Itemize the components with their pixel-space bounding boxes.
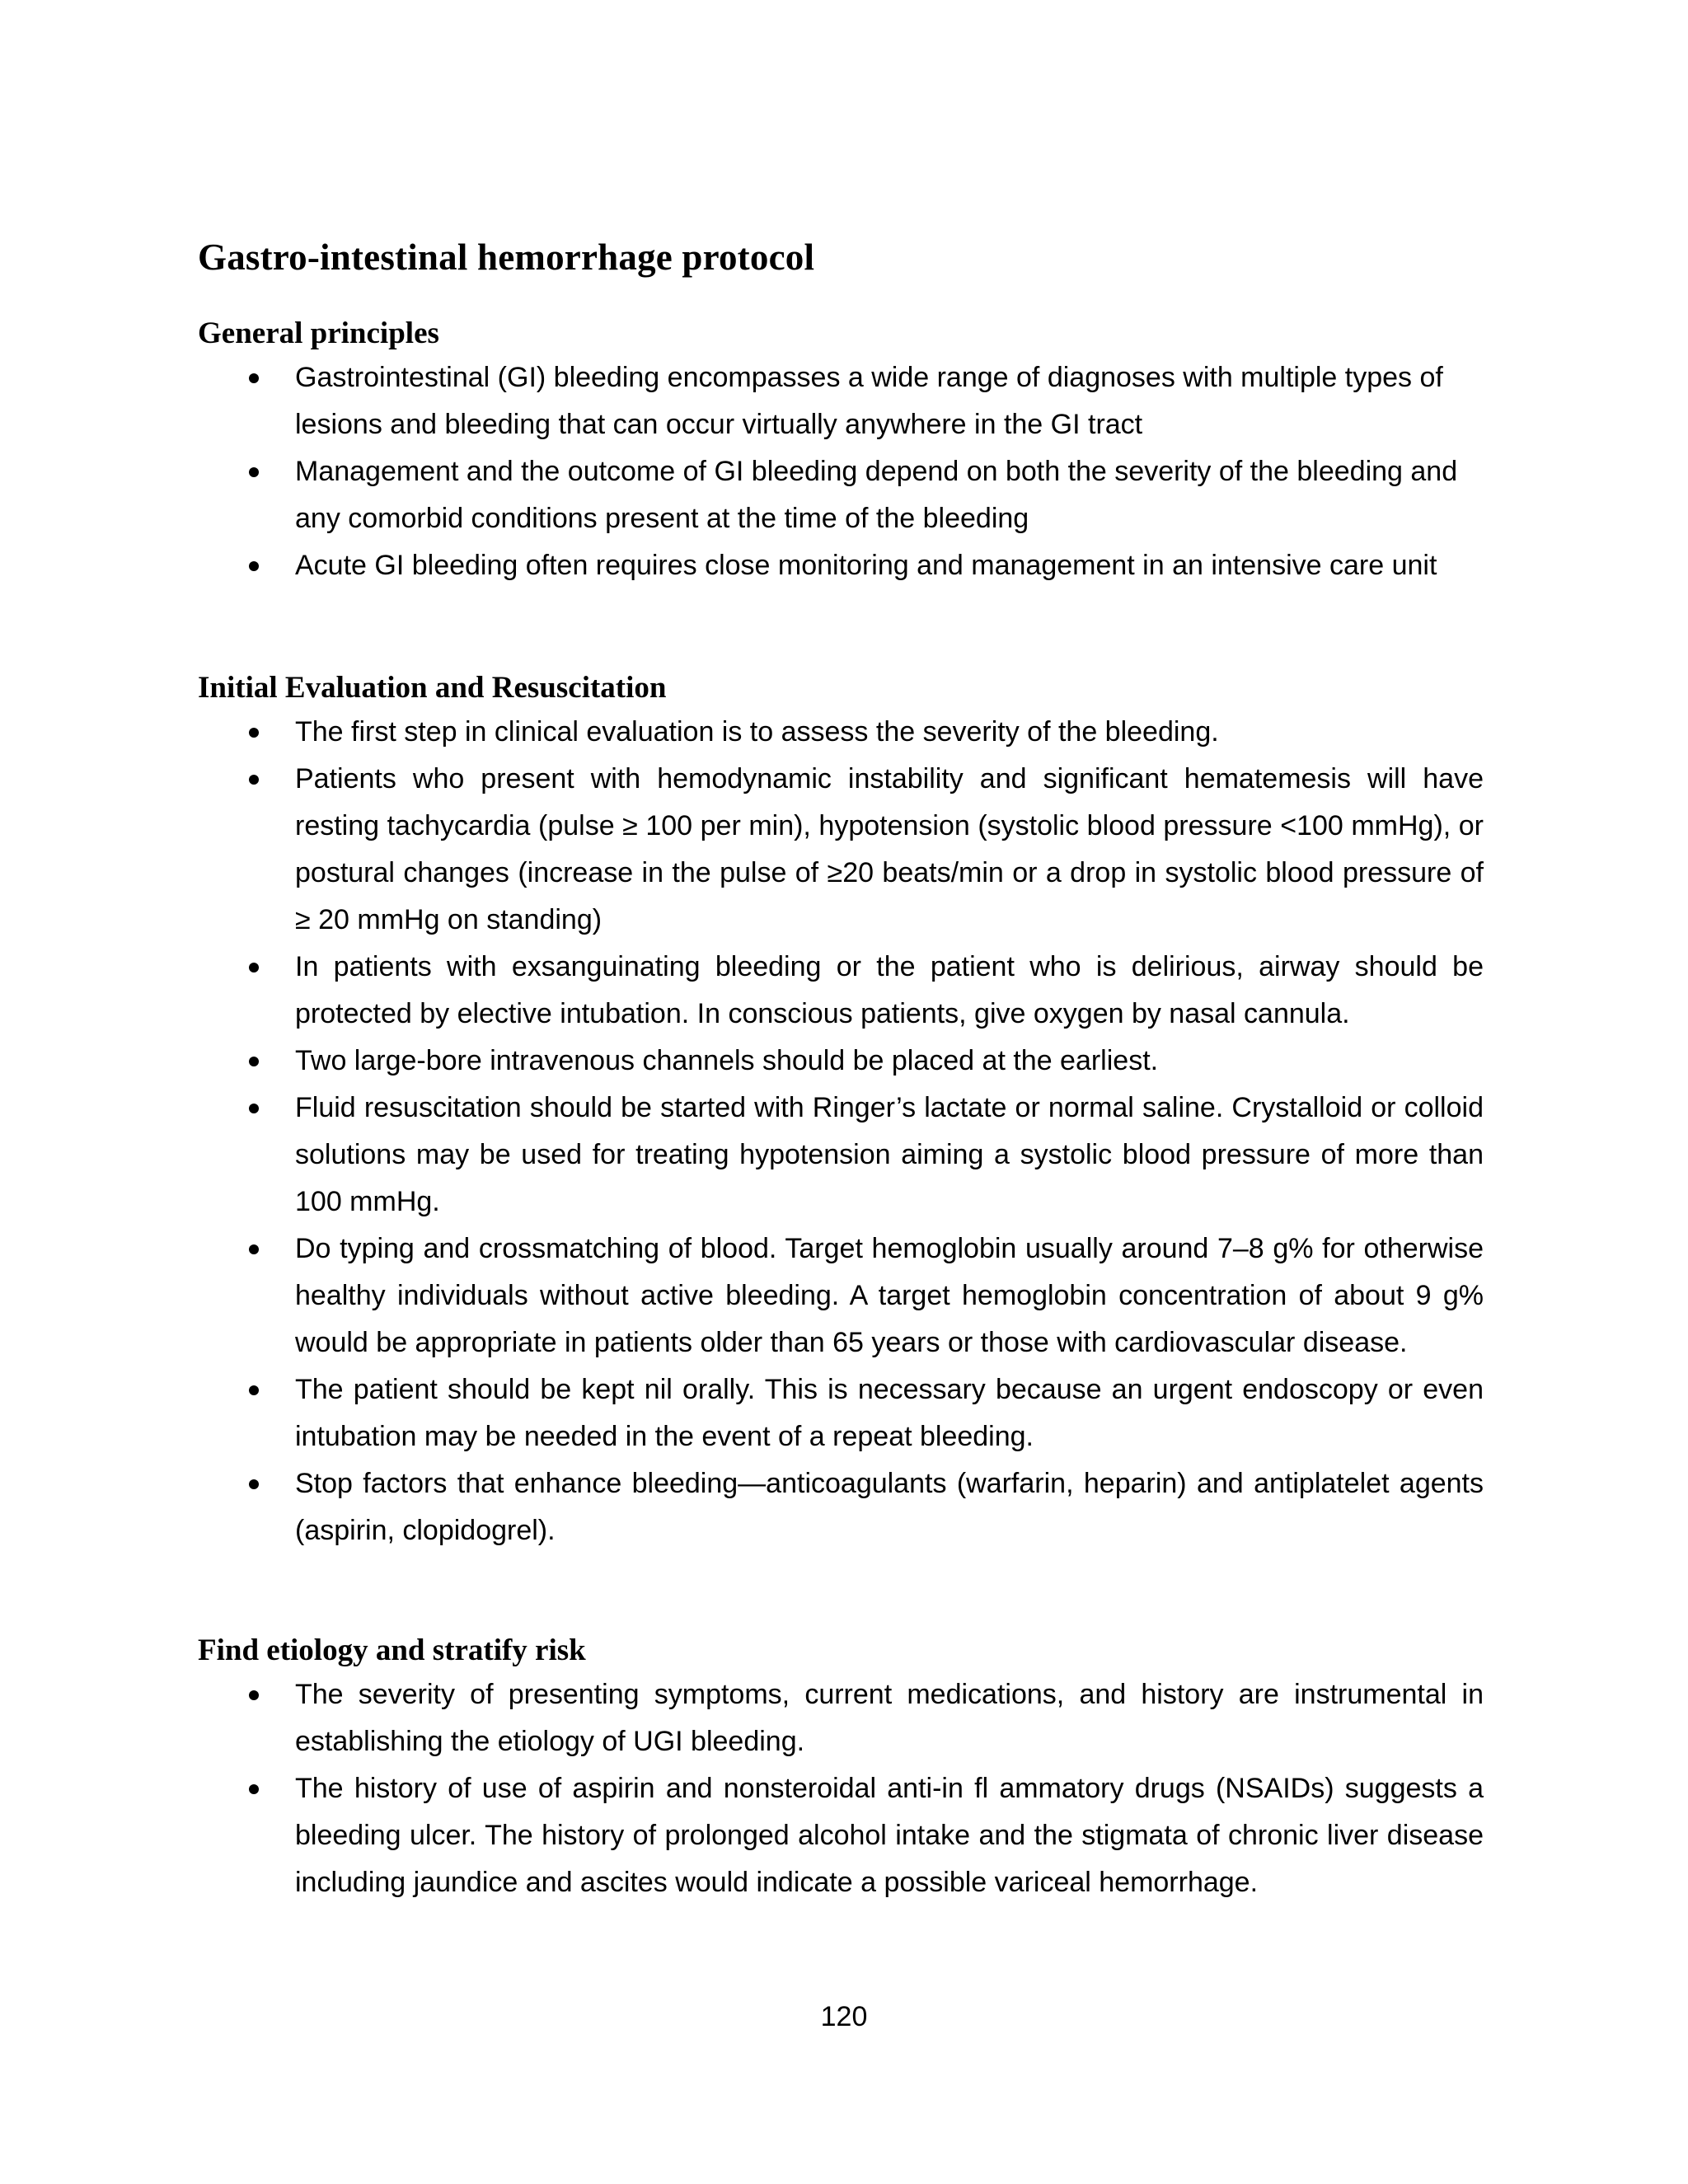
list-item-text: The patient should be kept nil orally. This is necessary because an urgent endoscopy or even intubation may be needed in the event of a repeat bleeding. [295,1374,1484,1452]
list-item [198,944,1484,1038]
list-item-text: Do typing and crossmatching of blood. Target hemoglobin usually around 7–8 g% for otherwise healthy individuals without active bleeding. A target hemoglobin concentration of about 9 g% would be appropriate in patients older than 65 years or those with cardiovascular disease. [295,1233,1484,1358]
list-item [198,542,1484,589]
list-item [198,354,1484,448]
bullet-icon [249,1057,259,1066]
list-item [198,756,1484,944]
list-item [198,1226,1484,1366]
bullet-icon [249,1385,259,1395]
list-item [198,1671,1484,1765]
bullet-icon [249,775,259,785]
bullet-icon [249,1690,259,1700]
list-item [198,1038,1484,1085]
section-general-principles [198,313,1484,589]
section-heading: General principles [198,316,439,350]
bullet-list [198,1671,1484,1906]
bullet-list [198,709,1484,1554]
bullet-icon [249,1784,259,1794]
page-title: Gastro-intestinal hemorrhage protocol [198,237,815,278]
list-item-text: The severity of presenting symptoms, current medications, and history are instrumental in establishing the etiology of UGI bleeding. [295,1679,1484,1757]
section-heading: Initial Evaluation and Resuscitation [198,671,667,705]
bullet-icon [249,1104,259,1113]
list-item-text: Fluid resuscitation should be started with Ringer’s lactate or normal saline. Crystalloid or colloid solutions may be used for treating hypotension aiming a systolic blood pressure of more than 100 mmHg. [295,1092,1484,1217]
bullet-icon [249,728,259,738]
bullet-list [198,354,1484,589]
list-item [198,1460,1484,1554]
list-item-text: The first step in clinical evaluation is to assess the severity of the bleeding. [295,716,1219,748]
list-item [198,448,1484,542]
list-item [198,709,1484,756]
list-item-text: Stop factors that enhance bleeding—anticoagulants (warfarin, heparin) and antiplatelet agents (aspirin, clopidogrel). [295,1468,1484,1546]
list-item [198,1366,1484,1460]
list-item [198,1765,1484,1906]
page-number: 120 [820,2001,868,2032]
list-item-text: Two large-bore intravenous channels should be placed at the earliest. [295,1045,1159,1076]
list-item-text: Patients who present with hemodynamic instability and significant hematemesis will have resting tachycardia (pulse ≥ 100 per min), hypotension (systolic blood pressure <100 mmHg), or postural changes (increase in the pulse of ≥20 beats/min or a drop in systolic blood pressure of ≥ 20 mmHg on standing) [295,763,1484,935]
list-item-text: Management and the outcome of GI bleeding depend on both the severity of the bleeding and any comorbid conditions present at the time of the bleeding [295,456,1458,534]
bullet-icon [249,1479,259,1489]
bullet-icon [249,963,259,972]
bullet-icon [249,561,259,571]
bullet-icon [249,1244,259,1254]
list-item-text: In patients with exsanguinating bleeding or the patient who is delirious, airway should be protected by elective intubation. In conscious patients, give oxygen by nasal cannula. [295,951,1484,1029]
bullet-icon [249,373,259,383]
bullet-icon [249,467,259,477]
list-item [198,1085,1484,1226]
section-heading: Find etiology and stratify risk [198,1633,586,1667]
section-etiology-risk [198,1630,1484,1906]
section-initial-evaluation [198,668,1484,1554]
list-item-text: Acute GI bleeding often requires close monitoring and management in an intensive care unit [295,550,1437,581]
list-item-text: Gastrointestinal (GI) bleeding encompasses a wide range of diagnoses with multiple types of lesions and bleeding that can occur virtually anywhere in the GI tract [295,362,1443,440]
list-item-text: The history of use of aspirin and nonsteroidal anti-in ﬂ ammatory drugs (NSAIDs) suggests a bleeding ulcer. The history of prolonged alcohol intake and the stigmata of chronic liver disease including jaundice and ascites would indicate a possible variceal hemorrhage. [295,1773,1484,1898]
